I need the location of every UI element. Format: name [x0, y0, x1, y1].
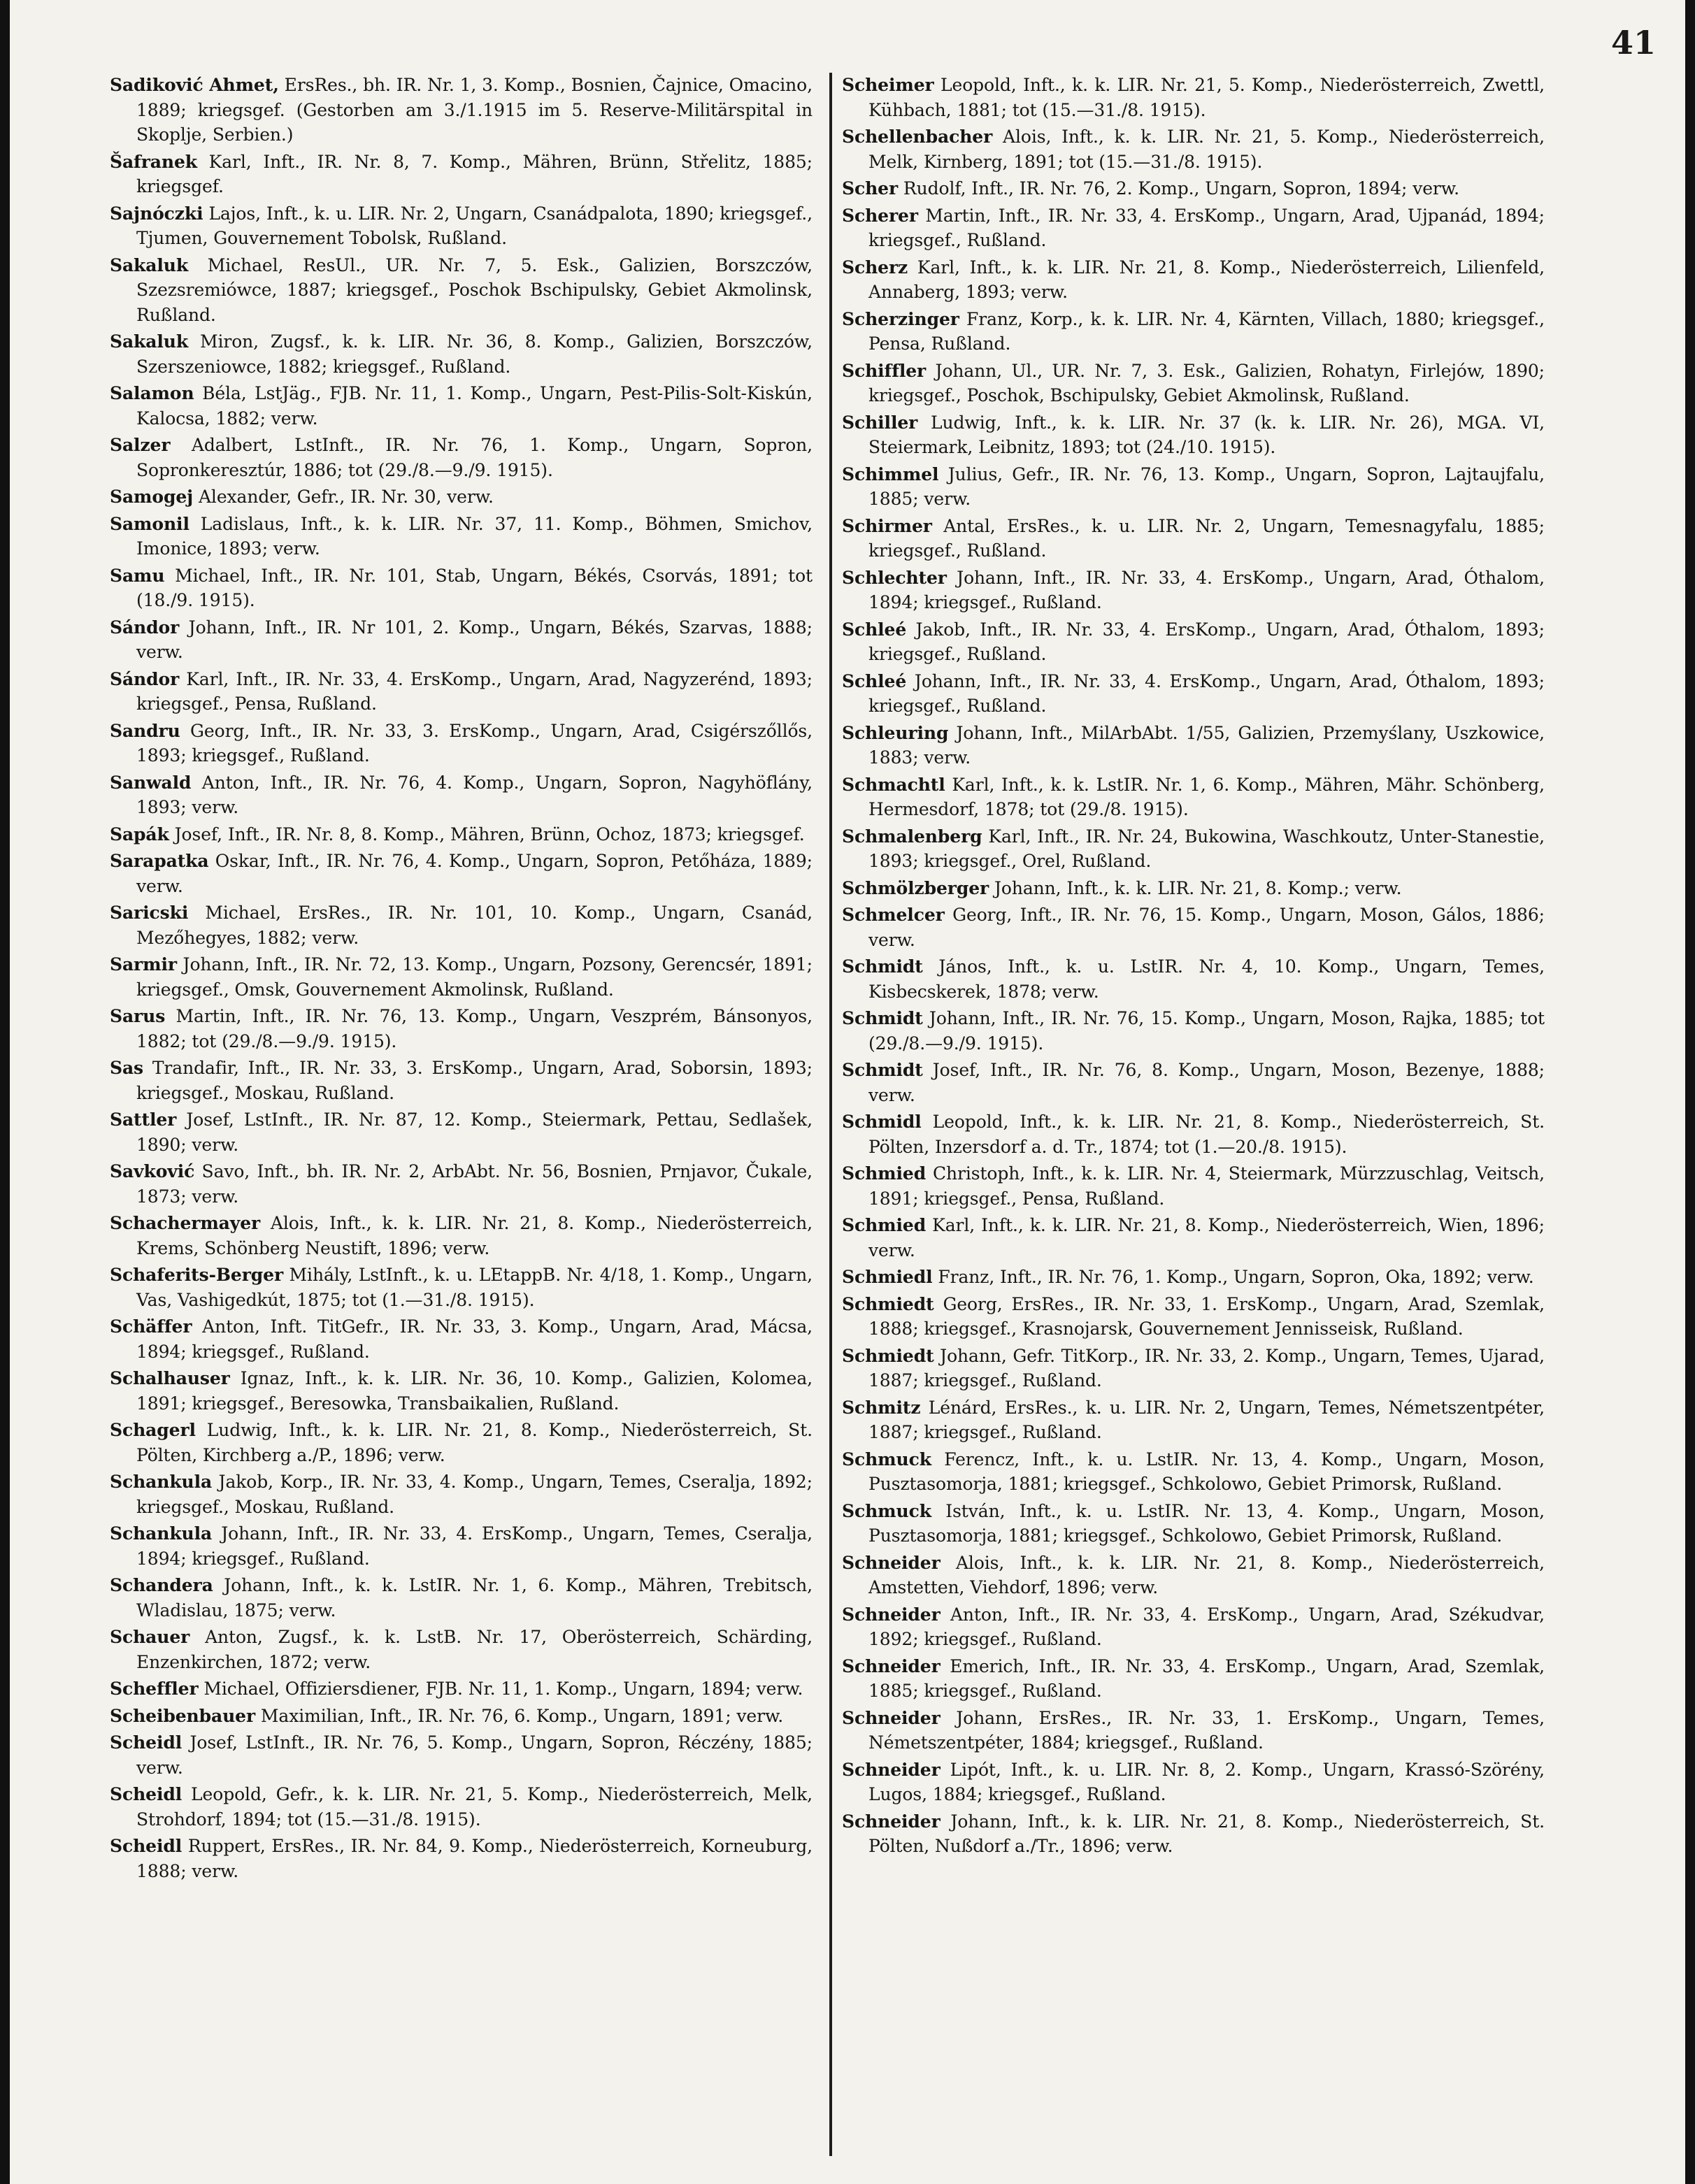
entry-details: Anton, Inft., IR. Nr. 33, 4. ErsKomp., Ungarn, Arad, Székudvar, 1892; kriegsgef., Rußland.	[868, 1604, 1545, 1649]
entry-surname: Schleé	[842, 670, 907, 691]
entry-surname: Schaferits-Berger	[110, 1265, 284, 1285]
entry-surname: Schleé	[842, 619, 907, 640]
list-entry	[110, 667, 813, 717]
entry-details: Johann, Inft., k. k. LIR. Nr. 21, 8. Komp., Niederösterreich, St. Pölten, Nußdorf a./Tr., 1896; verw.	[868, 1811, 1545, 1856]
entry-details: Alexander, Gefr., IR. Nr. 30, verw.	[193, 487, 494, 507]
list-entry	[110, 1834, 813, 1883]
entry-surname: Schankula	[110, 1523, 213, 1544]
list-entry	[110, 1470, 813, 1519]
list-entry	[842, 773, 1545, 822]
list-entry	[842, 1006, 1545, 1056]
entry-details: Mihály, LstInft., k. u. LEtappB. Nr. 4/18, 1. Komp., Ungarn, Vas, Vashigedkút, 1875; tot (1.—31./8. 1915).	[136, 1265, 813, 1310]
list-entry	[110, 433, 813, 482]
list-entry	[110, 329, 813, 379]
list-entry	[110, 900, 813, 950]
entry-details: István, Inft., k. u. LstIR. Nr. 13, 4. Komp., Ungarn, Moson, Pusztasomorja, 1881; kriegsgef., Schkolowo, Gebiet Primorsk, Rußland.	[868, 1500, 1545, 1546]
entry-surname: Schneider	[842, 1707, 941, 1728]
entry-surname: Salzer	[110, 435, 171, 455]
entry-surname: Scherer	[842, 205, 918, 226]
list-entry	[110, 512, 813, 561]
list-entry	[842, 73, 1545, 122]
entry-surname: Scheidl	[110, 1784, 183, 1804]
entry-details: Ignaz, Inft., k. k. LIR. Nr. 36, 10. Komp., Galizien, Kolomea, 1891; kriegsgef., Beresowka, Transbaikalien, Rußland.	[136, 1368, 813, 1414]
list-entry	[842, 410, 1545, 460]
entry-details: Miron, Zugsf., k. k. LIR. Nr. 36, 8. Komp., Galizien, Borszczów, Szerszeniowce, 1882; kriegsgef., Rußland.	[136, 331, 813, 377]
entry-surname: Schäffer	[110, 1316, 192, 1337]
entry-details: Georg, Inft., IR. Nr. 76, 15. Komp., Ungarn, Moson, Gálos, 1886; verw.	[868, 905, 1545, 950]
entry-surname: Sakaluk	[110, 331, 189, 352]
list-entry	[842, 1109, 1545, 1159]
list-entry	[110, 1625, 813, 1674]
entry-surname: Sandru	[110, 720, 180, 741]
entry-details: Ladislaus, Inft., k. k. LIR. Nr. 37, 11. Komp., Böhmen, Smichov, Imonice, 1893; verw.	[136, 513, 813, 559]
entry-surname: Schimmel	[842, 464, 939, 484]
entry-details: Adalbert, LstInft., IR. Nr. 76, 1. Komp., Ungarn, Sopron, Sopronkeresztúr, 1886; tot (29./8.—9./9. 1915).	[136, 435, 813, 480]
entry-details: Jakob, Korp., IR. Nr. 33, 4. Komp., Ungarn, Temes, Cseralja, 1892; kriegsgef., Moskau, Rußland.	[136, 1472, 813, 1517]
entry-surname: Schmidl	[842, 1112, 922, 1132]
entry-details: Leopold, Inft., k. k. LIR. Nr. 21, 5. Komp., Niederösterreich, Zwettl, Kühbach, 1881; tot (15.—31./8. 1915).	[868, 75, 1545, 120]
entry-details: Johann, Ul., UR. Nr. 7, 3. Esk., Galizien, Rohatyn, Firlejów, 1890; kriegsgef., Poschok, Bschipulsky, Gebiet Akmolinsk, Rußland.	[868, 360, 1545, 405]
entry-surname: Sattler	[110, 1109, 177, 1130]
list-entry	[842, 1344, 1545, 1393]
list-entry	[842, 1654, 1545, 1704]
entry-surname: Scheidl	[110, 1836, 183, 1856]
entry-surname: Schmidt	[842, 1060, 923, 1080]
entry-surname: Scherz	[842, 257, 908, 278]
entry-surname: Schmalenberg	[842, 826, 982, 847]
list-entry	[110, 719, 813, 768]
entry-surname: Schneider	[842, 1655, 941, 1676]
entry-surname: Schlechter	[842, 567, 947, 588]
entry-details: Lénárd, ErsRes., k. u. LIR. Nr. 2, Ungarn, Temes, Németszentpéter, 1887; kriegsgef., Rußland.	[868, 1397, 1545, 1442]
entry-details: Ruppert, ErsRes., IR. Nr. 84, 9. Komp., Niederösterreich, Korneuburg, 1888; verw.	[136, 1836, 813, 1881]
list-entry	[110, 1004, 813, 1054]
list-entry	[110, 1418, 813, 1467]
entry-details: Franz, Inft., IR. Nr. 76, 1. Komp., Ungarn, Sopron, Oka, 1892; verw.	[932, 1267, 1534, 1287]
entry-surname: Schmuck	[842, 1500, 931, 1521]
list-entry	[842, 617, 1545, 667]
list-entry	[110, 849, 813, 898]
entry-surname: Schagerl	[110, 1420, 196, 1440]
list-entry	[110, 1211, 813, 1260]
entry-details: Karl, Inft., k. k. LIR. Nr. 21, 8. Komp., Niederösterreich, Lilienfeld, Annaberg, 1893; verw.	[868, 257, 1545, 302]
list-entry	[842, 255, 1545, 305]
list-entry	[842, 721, 1545, 770]
list-entry	[110, 1263, 813, 1312]
entry-surname: Scheimer	[842, 75, 934, 95]
entry-details: Anton, Inft. TitGefr., IR. Nr. 33, 3. Komp., Ungarn, Arad, Mácsa, 1894; kriegsgef., Rußland.	[136, 1316, 813, 1362]
entry-details: Karl, Inft., k. k. LstIR. Nr. 1, 6. Komp., Mähren, Mähr. Schönberg, Hermesdorf, 1878; tot (29./8. 1915).	[868, 774, 1545, 819]
list-entry	[842, 1292, 1545, 1342]
list-entry	[110, 952, 813, 1002]
entry-details: Leopold, Gefr., k. k. LIR. Nr. 21, 5. Komp., Niederösterreich, Melk, Strohdorf, 1894; tot (15.—31./8. 1915).	[136, 1784, 813, 1830]
entry-surname: Schellenbacher	[842, 127, 993, 147]
entry-details: Franz, Korp., k. k. LIR. Nr. 4, Kärnten, Villach, 1880; kriegsgef., Pensa, Rußland.	[868, 308, 1545, 354]
entry-surname: Schmiedt	[842, 1345, 934, 1366]
list-entry	[110, 1730, 813, 1780]
list-entry	[842, 203, 1545, 253]
entry-details: Josef, Inft., IR. Nr. 76, 8. Komp., Ungarn, Moson, Bezenye, 1888; verw.	[868, 1060, 1545, 1105]
list-entry	[110, 1107, 813, 1157]
entry-surname: Schmied	[842, 1163, 927, 1184]
list-entry	[842, 903, 1545, 952]
entry-details: Christoph, Inft., k. k. LIR. Nr. 4, Steiermark, Mürzzuschlag, Veitsch, 1891; kriegsgef., Pensa, Rußland.	[868, 1163, 1545, 1209]
list-entry	[842, 1809, 1545, 1859]
list-entry	[842, 1551, 1545, 1600]
entry-surname: Schiller	[842, 412, 918, 433]
entry-surname: Scheidl	[110, 1732, 183, 1753]
entry-details: Lipót, Inft., k. u. LIR. Nr. 8, 2. Komp., Ungarn, Krassó-Szörény, Lugos, 1884; kriegsgef., Rußland.	[868, 1759, 1545, 1804]
entry-details: Johann, Inft., IR. Nr. 33, 4. ErsKomp., Ungarn, Arad, Óthalom, 1893; kriegsgef., Rußland.	[868, 670, 1545, 716]
list-entry	[842, 566, 1545, 615]
entry-details: Johann, Gefr. TitKorp., IR. Nr. 33, 2. Komp., Ungarn, Temes, Ujarad, 1887; kriegsgef., Rußland.	[868, 1345, 1545, 1391]
list-entry	[110, 253, 813, 328]
list-entry	[842, 176, 1545, 201]
entry-details: Martin, Inft., IR. Nr. 76, 13. Komp., Ungarn, Veszprém, Bánsonyos, 1882; tot (29./8.—9./9. 1915).	[136, 1006, 813, 1051]
list-entry	[842, 1758, 1545, 1807]
list-entry	[842, 359, 1545, 408]
entry-details: Karl, Inft., k. k. LIR. Nr. 21, 8. Komp., Niederösterreich, Wien, 1896; verw.	[868, 1215, 1545, 1260]
entry-details: Josef, Inft., IR. Nr. 8, 8. Komp., Mähren, Brünn, Ochoz, 1873; kriegsgef.	[169, 824, 805, 845]
entry-details: Georg, ErsRes., IR. Nr. 33, 1. ErsKomp., Ungarn, Arad, Szemlak, 1888; kriegsgef., Krasnojarsk, Gouvernement Jennisseisk, Rußland.	[868, 1293, 1545, 1339]
entry-surname: Schirmer	[842, 515, 932, 536]
entry-surname: Sakaluk	[110, 254, 189, 275]
list-entry	[842, 669, 1545, 719]
entry-surname: Sadiković Ahmet,	[110, 75, 279, 95]
entry-details: Michael, Inft., IR. Nr. 101, Stab, Ungarn, Békés, Csorvás, 1891; tot (18./9. 1915).	[136, 565, 813, 610]
entry-surname: Sarus	[110, 1006, 166, 1026]
entry-surname: Schleuring	[842, 722, 949, 743]
entry-surname: Salamon	[110, 383, 194, 403]
entry-surname: Schmied	[842, 1215, 927, 1235]
list-entry	[110, 822, 813, 847]
entry-details: Johann, Inft., IR. Nr. 72, 13. Komp., Ungarn, Pozsony, Gerencsér, 1891; kriegsgef., Omsk, Gouvernement Akmolinsk, Rußland.	[136, 954, 813, 1000]
entry-surname: Šafranek	[110, 151, 197, 172]
entry-details: Anton, Inft., IR. Nr. 76, 4. Komp., Ungarn, Sopron, Nagyhöflány, 1893; verw.	[136, 772, 813, 817]
list-entry	[842, 876, 1545, 901]
entry-details: Maximilian, Inft., IR. Nr. 76, 6. Komp., Ungarn, 1891; verw.	[255, 1705, 784, 1726]
entry-surname: Schalhauser	[110, 1368, 230, 1388]
list-entry	[110, 770, 813, 820]
entry-surname: Schmiedl	[842, 1267, 933, 1287]
entry-details: Oskar, Inft., IR. Nr. 76, 4. Komp., Ungarn, Sopron, Petőháza, 1889; verw.	[136, 851, 813, 896]
entry-surname: Schmelcer	[842, 905, 945, 925]
entry-surname: Scher	[842, 178, 899, 199]
list-entry	[110, 484, 813, 510]
list-entry	[110, 73, 813, 148]
entry-surname: Schneider	[842, 1811, 941, 1832]
entry-surname: Sas	[110, 1058, 144, 1078]
entry-details: Johann, Inft., IR. Nr. 33, 4. ErsKomp., Ungarn, Arad, Óthalom, 1894; kriegsgef., Rußland.	[868, 567, 1545, 612]
entry-surname: Schneider	[842, 1604, 941, 1625]
entry-details: Georg, Inft., IR. Nr. 33, 3. ErsKomp., Ungarn, Arad, Csigérszőllős, 1893; kriegsgef., Rußland.	[136, 720, 813, 766]
entry-surname: Schiffler	[842, 360, 927, 381]
entry-details: Karl, Inft., IR. Nr. 24, Bukowina, Waschkoutz, Unter-Stanestie, 1893; kriegsgef., Orel, Rußland.	[868, 826, 1545, 871]
entry-surname: Schmidt	[842, 956, 923, 977]
entry-surname: Schandera	[110, 1575, 213, 1595]
entry-surname: Sándor	[110, 668, 180, 689]
list-entry	[110, 1676, 813, 1702]
entry-surname: Sanwald	[110, 772, 192, 793]
entry-details: Michael, ResUl., UR. Nr. 7, 5. Esk., Galizien, Borszczów, Szezsremiówce, 1887; kriegsgef., Poschok Bschipulsky, Gebiet Akmolinsk, Rußland.	[136, 254, 813, 325]
list-entry	[842, 1058, 1545, 1107]
entry-details: Alois, Inft., k. k. LIR. Nr. 21, 8. Komp., Niederösterreich, Amstetten, Viehdorf, 1896; verw.	[868, 1552, 1545, 1597]
entry-surname: Schankula	[110, 1472, 213, 1492]
entry-details: Antal, ErsRes., k. u. LIR. Nr. 2, Ungarn, Temesnagyfalu, 1885; kriegsgef., Rußland.	[868, 515, 1545, 561]
entry-surname: Scherzinger	[842, 308, 959, 329]
right-column	[842, 73, 1545, 2160]
list-entry	[110, 1573, 813, 1623]
list-entry	[842, 1499, 1545, 1549]
entry-details: János, Inft., k. u. LstIR. Nr. 4, 10. Komp., Ungarn, Temes, Kisbecskerek, 1878; verw.	[868, 956, 1545, 1002]
entry-surname: Scheffler	[110, 1679, 199, 1699]
list-entry	[110, 1056, 813, 1105]
entry-surname: Schmachtl	[842, 774, 945, 795]
list-entry	[110, 150, 813, 199]
list-entry	[842, 824, 1545, 874]
page-number: 41	[1610, 24, 1656, 62]
list-entry	[842, 124, 1545, 174]
entry-details: Ferencz, Inft., k. u. LstIR. Nr. 13, 4. Komp., Ungarn, Moson, Pusztasomorja, 1881; kriegsgef., Schkolowo, Gebiet Primorsk, Rußland.	[868, 1449, 1545, 1494]
left-column	[110, 73, 813, 2160]
list-entry	[110, 1521, 813, 1571]
entry-surname: Sándor	[110, 617, 180, 638]
entry-details: Lajos, Inft., k. u. LIR. Nr. 2, Ungarn, Csanádpalota, 1890; kriegsgef., Tjumen, Gouvernement Tobolsk, Rußland.	[136, 203, 813, 248]
entry-details: Johann, Inft., IR. Nr. 33, 4. ErsKomp., Ungarn, Temes, Cseralja, 1894; kriegsgef., Rußland.	[136, 1523, 813, 1569]
entry-details: Johann, Inft., IR. Nr 101, 2. Komp., Ungarn, Békés, Szarvas, 1888; verw.	[136, 617, 813, 662]
list-entry	[842, 1706, 1545, 1755]
entry-details: Alois, Inft., k. k. LIR. Nr. 21, 5. Komp., Niederösterreich, Melk, Kirnberg, 1891; tot (15.—31./8. 1915).	[868, 127, 1545, 172]
entry-surname: Schachermayer	[110, 1213, 261, 1233]
list-entry	[110, 1159, 813, 1209]
entry-surname: Samogej	[110, 487, 194, 507]
list-entry	[842, 462, 1545, 512]
entry-details: Savo, Inft., bh. IR. Nr. 2, ArbAbt. Nr. 56, Bosnien, Prnjavor, Čukale, 1873; verw.	[136, 1161, 813, 1207]
list-entry	[110, 615, 813, 665]
document-page	[10, 0, 1685, 2184]
entry-details: Emerich, Inft., IR. Nr. 33, 4. ErsKomp., Ungarn, Arad, Szemlak, 1885; kriegsgef., Rußland.	[868, 1655, 1545, 1701]
entry-details: Anton, Zugsf., k. k. LstB. Nr. 17, Oberösterreich, Schärding, Enzenkirchen, 1872; verw.	[136, 1627, 813, 1672]
list-entry	[842, 1602, 1545, 1652]
entry-details: Alois, Inft., k. k. LIR. Nr. 21, 8. Komp., Niederösterreich, Krems, Schönberg Neustift, 1896; verw.	[136, 1213, 813, 1258]
entry-details: Jakob, Inft., IR. Nr. 33, 4. ErsKomp., Ungarn, Arad, Óthalom, 1893; kriegsgef., Rußland.	[868, 619, 1545, 664]
entry-surname: Savković	[110, 1161, 195, 1181]
entry-details: Johann, Inft., k. k. LIR. Nr. 21, 8. Komp.; verw.	[989, 877, 1402, 898]
entry-surname: Schneider	[842, 1552, 941, 1573]
list-entry	[110, 1782, 813, 1832]
entry-details: Leopold, Inft., k. k. LIR. Nr. 21, 8. Komp., Niederösterreich, St. Pölten, Inzersdorf a. d. Tr., 1874; tot (1.—20./8. 1915).	[868, 1112, 1545, 1157]
entry-surname: Schmitz	[842, 1397, 921, 1418]
list-entry	[842, 954, 1545, 1004]
entry-details: Johann, Inft., MilArbAbt. 1/55, Galizien, Przemyślany, Uszkowice, 1883; verw.	[868, 722, 1545, 768]
entry-surname: Schauer	[110, 1627, 190, 1647]
list-entry	[110, 381, 813, 431]
list-entry	[842, 1161, 1545, 1211]
entry-details: Johann, Inft., k. k. LstIR. Nr. 1, 6. Komp., Mähren, Trebitsch, Wladislau, 1875; verw.	[136, 1575, 813, 1621]
entry-surname: Schmidt	[842, 1008, 923, 1028]
list-entry	[110, 563, 813, 613]
entry-details: Julius, Gefr., IR. Nr. 76, 13. Komp., Ungarn, Sopron, Lajtaujfalu, 1885; verw.	[868, 464, 1545, 509]
list-entry	[110, 1704, 813, 1729]
entry-surname: Sarmir	[110, 954, 177, 975]
column-divider	[829, 73, 832, 2156]
list-entry	[842, 307, 1545, 357]
entry-details: Josef, LstInft., IR. Nr. 87, 12. Komp., Steiermark, Pettau, Sedlašek, 1890; verw.	[136, 1109, 813, 1155]
entry-surname: Sarapatka	[110, 851, 209, 871]
entry-details: Karl, Inft., IR. Nr. 33, 4. ErsKomp., Ungarn, Arad, Nagyzerénd, 1893; kriegsgef., Pensa, Rußland.	[136, 668, 813, 714]
entry-details: Johann, ErsRes., IR. Nr. 33, 1. ErsKomp., Ungarn, Temes, Németszentpéter, 1884; kriegsgef., Rußland.	[868, 1707, 1545, 1753]
entry-surname: Sajnóczki	[110, 203, 203, 224]
entry-details: Johann, Inft., IR. Nr. 76, 15. Komp., Ungarn, Moson, Rajka, 1885; tot (29./8.—9./9. 1915).	[868, 1008, 1545, 1054]
entry-surname: Samonil	[110, 513, 189, 534]
entry-details: Michael, ErsRes., IR. Nr. 101, 10. Komp., Ungarn, Csanád, Mezőhegyes, 1882; verw.	[136, 903, 813, 948]
entry-surname: Schmuck	[842, 1449, 931, 1470]
entry-surname: Scheibenbauer	[110, 1705, 256, 1726]
entry-details: ErsRes., bh. IR. Nr. 1, 3. Komp., Bosnien, Čajnice, Omacino, 1889; kriegsgef. (Gestorben am 3./1.1915 im 5. Reserve-Militärspital in Skoplje, Serbien.)	[136, 75, 813, 145]
list-entry	[110, 201, 813, 251]
entry-surname: Samu	[110, 565, 165, 586]
entry-details: Martin, Inft., IR. Nr. 33, 4. ErsKomp., Ungarn, Arad, Ujpanád, 1894; kriegsgef., Rußland.	[868, 205, 1545, 250]
list-entry	[842, 514, 1545, 563]
entry-details: Karl, Inft., IR. Nr. 8, 7. Komp., Mähren, Brünn, Střelitz, 1885; kriegsgef.	[136, 151, 813, 196]
entry-surname: Saricski	[110, 903, 189, 923]
entry-surname: Sapák	[110, 824, 169, 845]
list-entry	[842, 1265, 1545, 1290]
entry-details: Michael, Offiziersdiener, FJB. Nr. 11, 1. Komp., Ungarn, 1894; verw.	[198, 1679, 803, 1699]
entry-surname: Schmölzberger	[842, 877, 989, 898]
list-entry	[842, 1447, 1545, 1497]
entry-details: Béla, LstJäg., FJB. Nr. 11, 1. Komp., Ungarn, Pest-Pilis-Solt-Kiskún, Kalocsa, 1882; verw.	[136, 383, 813, 429]
list-entry	[110, 1366, 813, 1416]
entry-surname: Schneider	[842, 1759, 941, 1780]
entry-details: Rudolf, Inft., IR. Nr. 76, 2. Komp., Ungarn, Sopron, 1894; verw.	[898, 178, 1459, 199]
entry-details: Josef, LstInft., IR. Nr. 76, 5. Komp., Ungarn, Sopron, Réczény, 1885; verw.	[136, 1732, 813, 1778]
list-entry	[842, 1395, 1545, 1445]
list-entry	[110, 1314, 813, 1364]
entry-surname: Schmiedt	[842, 1293, 934, 1314]
entry-details: Trandafir, Inft., IR. Nr. 33, 3. ErsKomp., Ungarn, Arad, Soborsin, 1893; kriegsgef., Moskau, Rußland.	[136, 1058, 813, 1103]
entry-details: Ludwig, Inft., k. k. LIR. Nr. 21, 8. Komp., Niederösterreich, St. Pölten, Kirchberg a./P., 1896; verw.	[136, 1420, 813, 1465]
entry-details: Ludwig, Inft., k. k. LIR. Nr. 37 (k. k. LIR. Nr. 26), MGA. VI, Steiermark, Leibnitz, 1893; tot (24./10. 1915).	[868, 412, 1545, 457]
list-entry	[842, 1213, 1545, 1263]
